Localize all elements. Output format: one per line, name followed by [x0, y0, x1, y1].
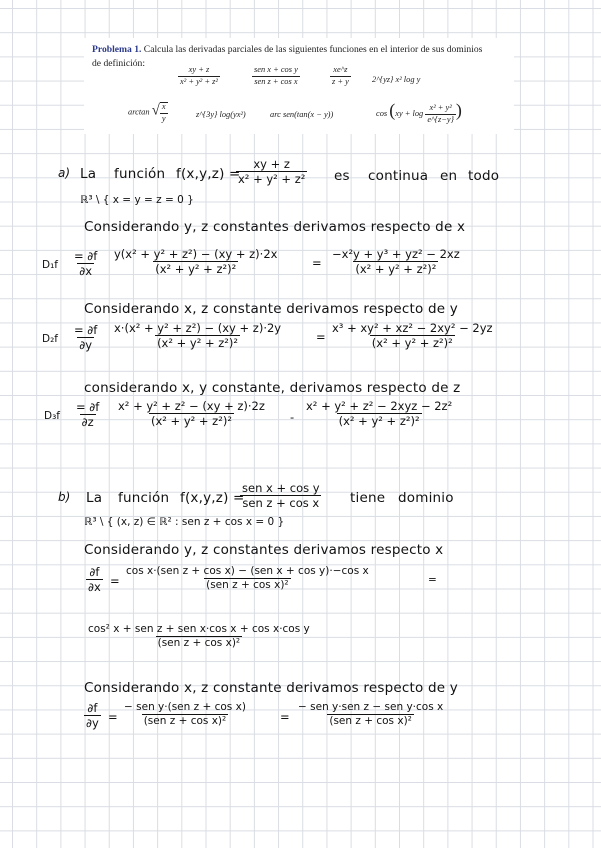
part-a-d1-rnum: −x²y + y³ + yz² − 2xz: [332, 247, 460, 261]
part-b-dx-fraction: [124, 566, 371, 591]
function-8: cos (xy + log $\frac{\text{x² + y²}}{e\^{}\{z-y\}}$ ): [376, 100, 462, 124]
part-a-d3-eq: -: [290, 410, 295, 424]
part-b-f-name: f(x,y,z) =: [180, 490, 245, 506]
part-b-dy-fraction: [122, 702, 248, 727]
part-a-d2-result: [330, 322, 495, 349]
f3-den: z + y: [332, 76, 349, 86]
function-6: z^{3y} log(yx²): [196, 110, 246, 119]
part-a-consider-y: Considerando x, z constante derivamos respecto de y: [84, 301, 458, 317]
part-b-f-den: sen z + cos x: [242, 496, 320, 511]
part-a-d3-result: [304, 400, 454, 427]
part-a-d1-lhs-den: ∂x: [79, 264, 93, 279]
part-a-d2-rnum: x³ + xy² + xz² − 2xy² − 2yz: [332, 321, 493, 335]
part-a-d2-rden: (x² + y² + z²)²: [371, 336, 453, 351]
part-a-domain: ℝ³ \ { x = y = z = 0 }: [80, 194, 194, 206]
part-b-dx2-fraction: [86, 624, 312, 649]
problem-statement-1: Calcula las derivadas parciales de las siguientes funciones en el interior de sus dominios: [143, 44, 483, 55]
part-a-intro-es: es: [334, 168, 350, 184]
part-b-dy-lhs-den: ∂y: [86, 716, 99, 731]
part-a-d2-den: (x² + y² + z²)²: [157, 336, 239, 351]
part-a-d2-lhs-den: ∂y: [79, 338, 93, 353]
part-a-d1-num: y(x² + y² + z²) − (xy + z)·2x: [114, 247, 278, 261]
f8-pre: cos: [376, 109, 388, 118]
part-a-d3-rden: (x² + y² + z²)²: [338, 414, 420, 429]
function-7: arc sen(tan(x − y)): [270, 110, 334, 119]
part-b-dx-num: cos x·(sen z + cos x) − (sen x + cos y)·−cos x: [126, 565, 369, 577]
part-b-dy-eq2: =: [280, 710, 290, 724]
part-a-intro-en: en: [440, 168, 458, 184]
f1-den: x² + y² + z²: [180, 76, 218, 86]
part-b-dx-lhs-num: ∂f: [89, 565, 100, 579]
function-5: arctan √ $\frac{x}{y}$: [128, 102, 166, 123]
part-a-d2-lhs: [72, 324, 99, 351]
part-b-consider-y: Considerando x, z constante derivamos respecto de y: [84, 680, 458, 696]
part-b-dy-rden: (sen z + cos x)²: [329, 715, 412, 728]
part-b-intro-funcion: función: [118, 490, 170, 506]
part-b-intro-dominio: dominio: [398, 490, 454, 506]
part-a-d3-den: (x² + y² + z²)²: [150, 414, 232, 429]
function-4: 2^{yz} x² log y: [372, 75, 421, 84]
problem-statement-2: de definición:: [92, 58, 146, 69]
part-b-dy-eq: =: [108, 710, 118, 724]
part-a-d3-lhs: [74, 401, 101, 428]
function-1: [178, 66, 220, 87]
part-b-dy-num: − sen y·(sen z + cos x): [124, 701, 246, 713]
part-a-d3-label: D₃f: [44, 410, 60, 422]
part-b-dx-den: (sen z + cos x)²: [206, 579, 289, 592]
part-a-d3-num: x² + y² + z² − (xy + z)·2z: [118, 399, 265, 413]
part-a-consider-z: considerando x, y constante, derivamos respecto de z: [84, 380, 461, 396]
part-a-label: a): [58, 166, 71, 180]
part-b-dy-lhs-num: ∂f: [87, 701, 98, 715]
part-a-d2-num: x·(x² + y² + z²) − (xy + z)·2y: [114, 321, 282, 335]
part-a-d1-lhs: [72, 250, 99, 277]
part-a-intro-todo: todo: [468, 168, 500, 184]
part-a-d1-rden: (x² + y² + z²)²: [355, 262, 437, 277]
part-b-dx2-num: cos² x + sen z + sen x·cos x + cos x·cos y: [88, 623, 310, 635]
function-3: [330, 66, 351, 87]
part-b-dy-lhs: [84, 702, 101, 729]
f8-mid: xy + log: [395, 109, 424, 118]
part-a-consider-x: Considerando y, z constantes derivamos respecto de x: [84, 219, 466, 235]
f5-num: x: [161, 102, 166, 111]
part-b-domain: ℝ³ \ { (x, z) ∈ ℝ² : sen z + cos x = 0 }: [84, 516, 285, 528]
part-a-d1-eq: =: [312, 256, 322, 270]
f5-den: y: [161, 113, 166, 123]
part-b-dx2-den: (sen z + cos x)²: [157, 637, 241, 650]
part-a-d3-lhs-den: ∂z: [81, 415, 94, 430]
part-b-dx-tail: =: [428, 574, 437, 586]
part-a-f-num: xy + z: [253, 157, 290, 171]
part-b-f-fraction: [240, 482, 322, 509]
part-a-d2-fraction: [112, 322, 283, 349]
part-b-dx-eq: =: [110, 574, 120, 588]
part-b-dy-rnum: − sen y·sen z − sen y·cos x: [298, 701, 444, 713]
part-a-intro-continua: continua: [368, 168, 429, 184]
part-a-d1-label: D₁f: [42, 259, 58, 271]
part-a-d2-eq: =: [316, 330, 326, 344]
part-a-d1-den: (x² + y² + z²)²: [155, 262, 237, 277]
part-a-f-name: f(x,y,z) =: [176, 166, 241, 182]
part-a-intro-funcion: función: [114, 166, 166, 182]
part-a-d1-lhs-num: = ∂f: [74, 249, 98, 263]
part-a-d2-label: D₂f: [42, 333, 58, 345]
f2-num: sen x + cos y: [254, 65, 298, 74]
f2-den: sen z + cos x: [254, 76, 298, 86]
part-b-intro-tiene: tiene: [350, 490, 386, 506]
part-a-d3-fraction: [116, 400, 267, 427]
part-a-d3-lhs-num: = ∂f: [76, 400, 100, 414]
function-2: [252, 66, 300, 87]
part-a-f-den: x² + y² + z²: [238, 172, 306, 187]
part-b-consider-x: Considerando y, z constantes derivamos respecto x: [84, 542, 444, 558]
part-b-label: b): [58, 490, 71, 504]
part-b-dx-lhs-den: ∂x: [88, 580, 101, 595]
part-a-d1-fraction: [112, 248, 279, 275]
problem-title: Problema 1.: [92, 44, 142, 55]
part-b-dy-result: [296, 702, 445, 727]
part-a-d3-rnum: x² + y² + z² − 2xyz − 2z²: [306, 399, 453, 413]
f8-num: x² + y²: [429, 102, 452, 112]
f8-den: e^{z−y}: [427, 114, 454, 124]
part-a-intro-la: La: [80, 166, 97, 182]
part-a-f-fraction: [236, 158, 307, 185]
f5-pre: arctan: [128, 107, 150, 117]
part-b-dx-lhs: [86, 566, 103, 593]
f3-num: xe^z: [333, 65, 348, 74]
problem-line-1: [92, 44, 482, 55]
part-a-d1-result: [330, 248, 462, 275]
part-b-f-num: sen x + cos y: [242, 481, 320, 495]
part-a-d2-lhs-num: = ∂f: [74, 323, 98, 337]
part-b-dy-den: (sen z + cos x)²: [143, 715, 227, 728]
f1-num: xy + z: [188, 65, 210, 74]
part-b-intro-la: La: [86, 490, 103, 506]
